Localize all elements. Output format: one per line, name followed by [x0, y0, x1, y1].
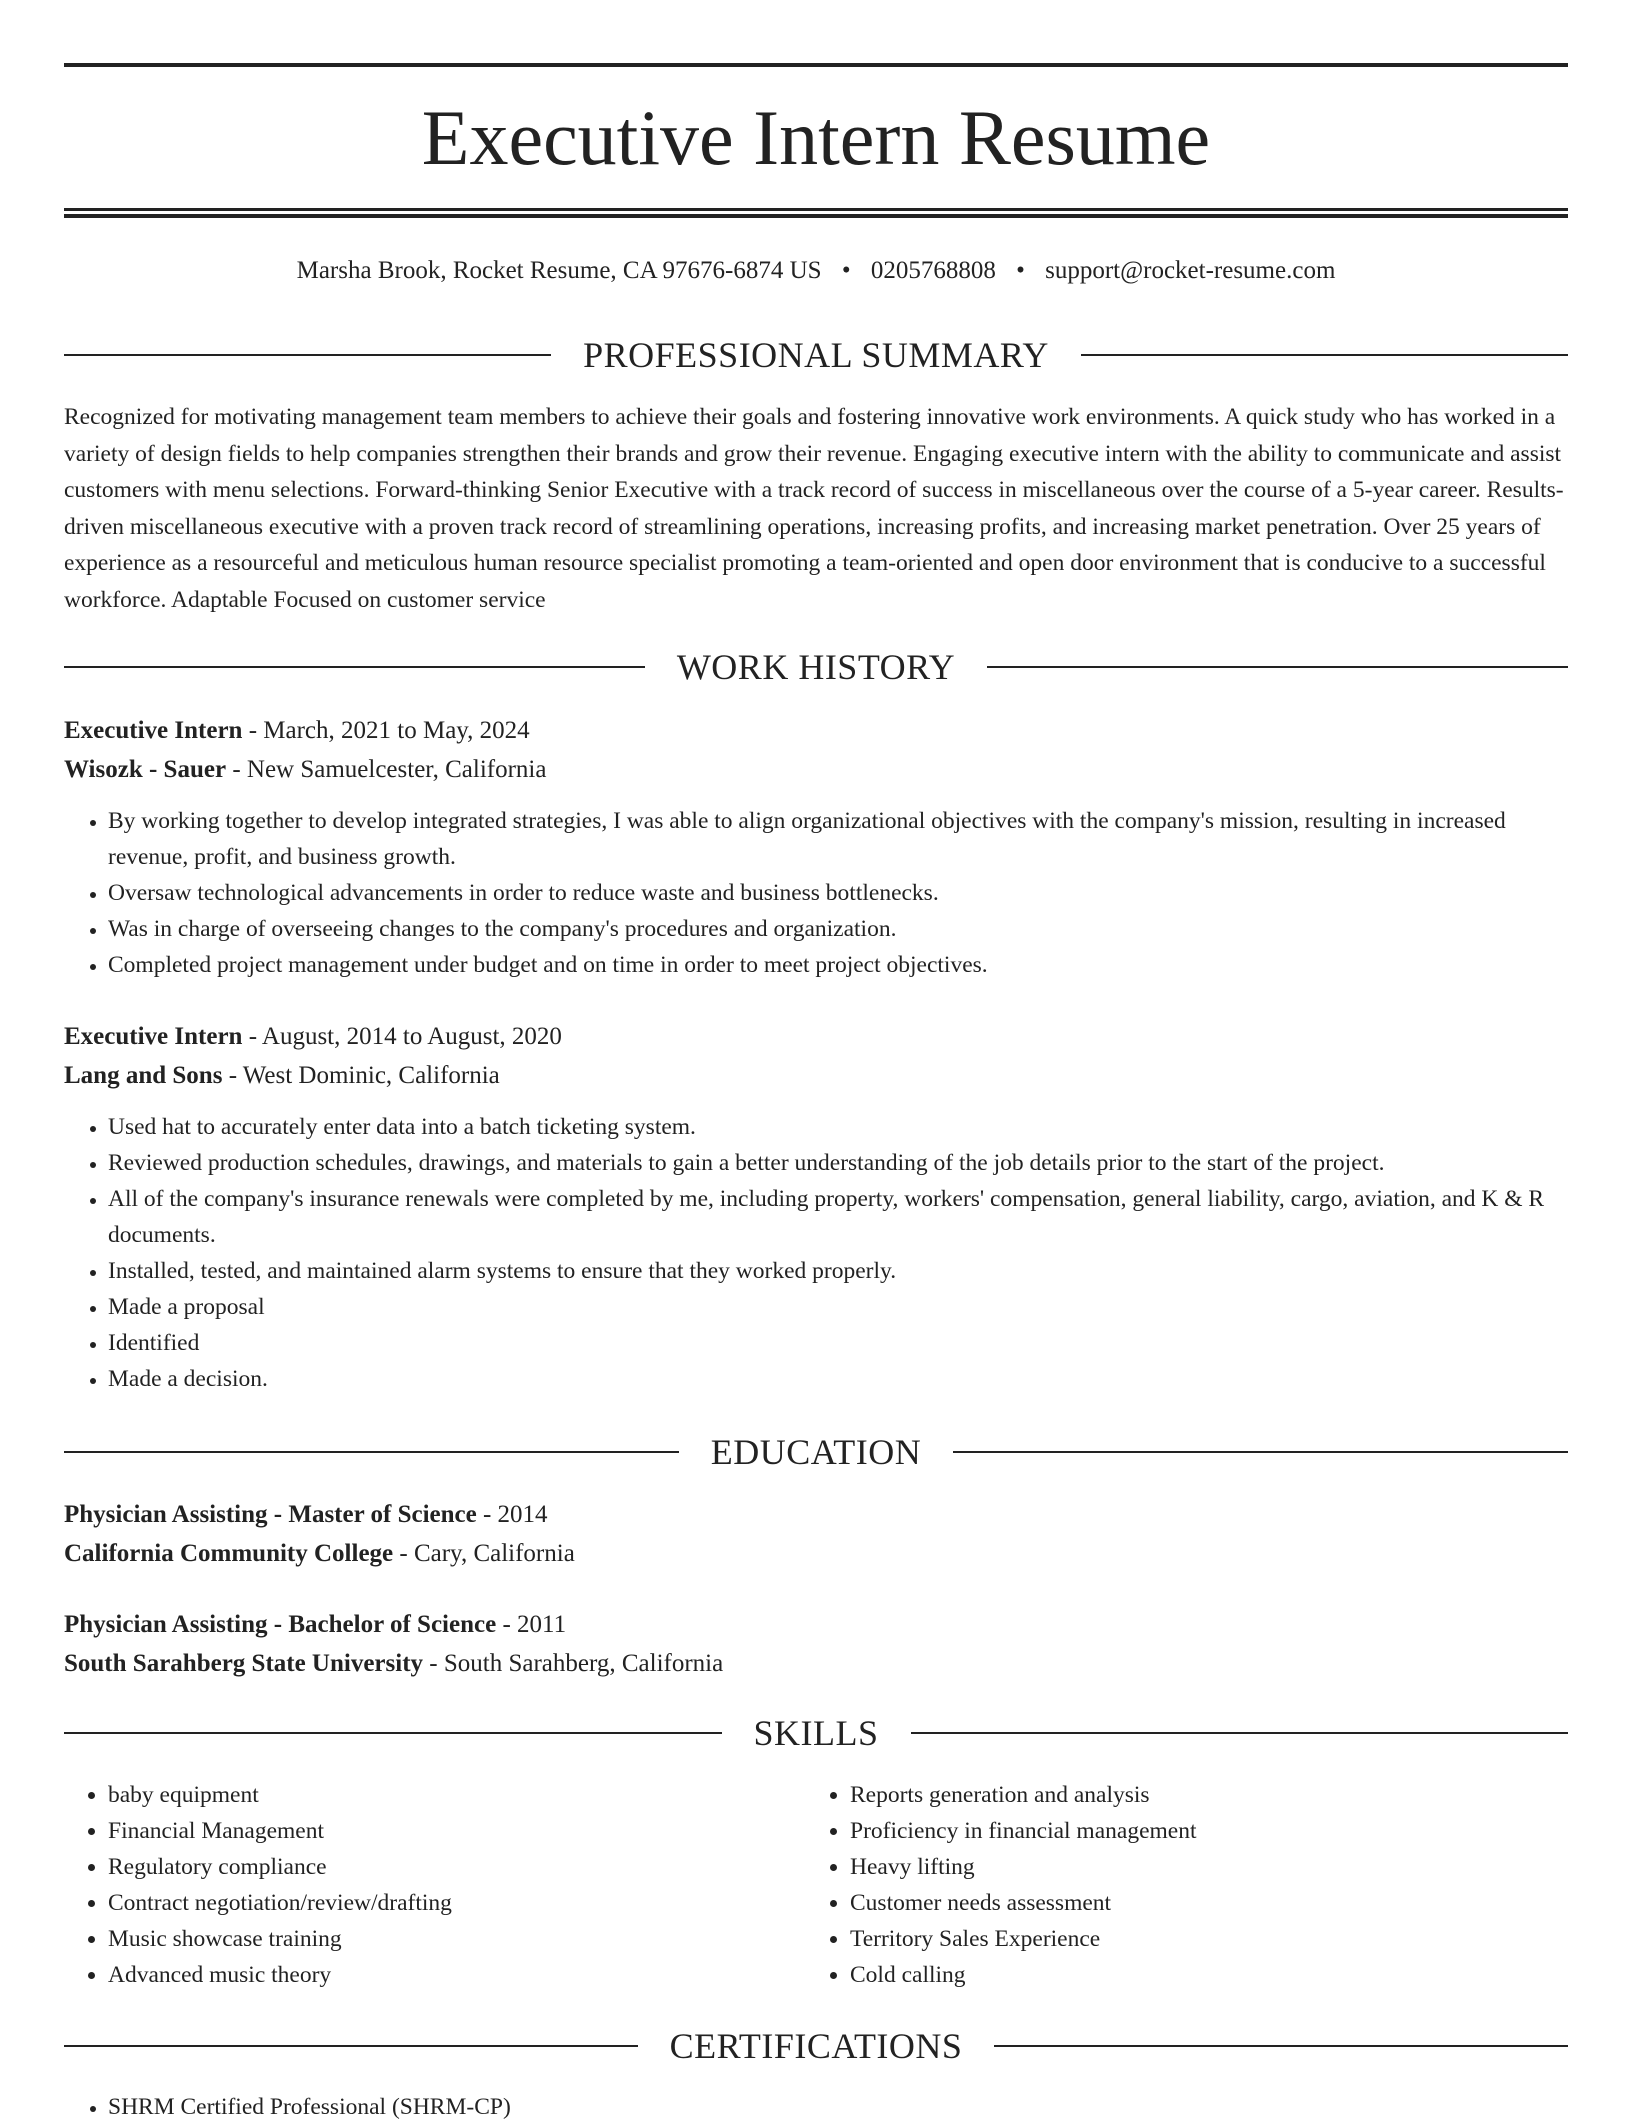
job-bullets	[64, 803, 1568, 983]
divider	[1081, 354, 1568, 356]
skills-columns	[64, 1777, 1568, 1993]
skill-item: • Contract negotiation/review/drafting	[108, 1885, 806, 1921]
degree-year: - 2011	[496, 1611, 567, 1638]
job-location: - West Dominic, California	[222, 1062, 500, 1089]
divider	[994, 2045, 1568, 2047]
job-title: Executive Intern	[64, 1023, 243, 1050]
degree: Physician Assisting - Bachelor of Science	[64, 1611, 497, 1638]
list-item: • Identified	[108, 1325, 1568, 1361]
section-header-work	[64, 644, 1568, 690]
school: California Community College	[64, 1540, 394, 1567]
list-item: • Completed project management under budget and on time in order to meet project objectives.	[108, 947, 1568, 983]
skill-item: • baby equipment	[108, 1777, 806, 1813]
contact-separator: •	[1016, 257, 1025, 284]
skill-item: • Customer needs assessment	[850, 1885, 1548, 1921]
divider	[64, 1732, 722, 1734]
divider	[911, 1732, 1569, 1734]
education-entry	[64, 1605, 1568, 1683]
list-item: • Used hat to accurately enter data into a batch ticketing system.	[108, 1109, 1568, 1145]
job-title-line	[64, 1017, 1568, 1056]
degree-line	[64, 1605, 1568, 1644]
section-title: WORK HISTORY	[676, 647, 956, 687]
skills-list-right	[806, 1777, 1548, 1993]
section-header-certifications	[64, 2023, 1568, 2069]
school-location: - Cary, California	[393, 1540, 575, 1567]
section-title: CERTIFICATIONS	[669, 2026, 963, 2066]
degree-line	[64, 1495, 1568, 1534]
summary-text: Recognized for motivating management team members to achieve their goals and fostering innovative work environments. A quick study who has worked in a variety of design fields to help companies strengthen their brands and grow their revenue. Engaging executive intern with the ability to communicate and assist customers with menu selections. Forward-thinking Senior Executive with a track record of success in miscellaneous over the course of a 5-year career. Results-driven miscellaneous executive with a proven track record of streamlining operations, increasing profits, and increasing market penetration. Over 25 years of experience as a resourceful and meticulous human resource specialist promoting a team-oriented and open door environment that is conducive to a successful workforce. Adaptable Focused on customer service	[64, 404, 1564, 613]
list-item: • Made a proposal	[108, 1289, 1568, 1325]
job-company-line	[64, 750, 1568, 789]
list-item: • Installed, tested, and maintained alarm systems to ensure that they worked properly.	[108, 1253, 1568, 1289]
contact-address: Marsha Brook, Rocket Resume, CA 97676-6874 US	[296, 257, 822, 284]
section-title: PROFESSIONAL SUMMARY	[583, 335, 1049, 375]
degree: Physician Assisting - Master of Science	[64, 1501, 477, 1528]
list-item: • By working together to develop integrated strategies, I was able to align organizational objectives with the company's mission, resulting in increased revenue, profit, and business growth.	[108, 803, 1568, 875]
job-dates: - August, 2014 to August, 2020	[242, 1023, 562, 1050]
section-header-skills	[64, 1710, 1568, 1756]
list-item: • All of the company's insurance renewals were completed by me, including property, workers' compensation, general liability, cargo, aviation, and K & R documents.	[108, 1181, 1568, 1253]
job-company: Wisozk - Sauer	[64, 756, 227, 783]
job-entry	[64, 1017, 1568, 1397]
list-item: • Oversaw technological advancements in order to reduce waste and business bottlenecks.	[108, 875, 1568, 911]
skill-item: • Territory Sales Experience	[850, 1921, 1548, 1957]
job-title-line	[64, 711, 1568, 750]
skill-item: • Proficiency in financial management	[850, 1813, 1548, 1849]
skill-item: • Reports generation and analysis	[850, 1777, 1548, 1813]
section-header-summary	[64, 332, 1568, 378]
skill-item: • Heavy lifting	[850, 1849, 1548, 1885]
skill-item: • Regulatory compliance	[108, 1849, 806, 1885]
section-title: EDUCATION	[710, 1432, 922, 1472]
school-line	[64, 1644, 1568, 1683]
job-company: Lang and Sons	[64, 1062, 223, 1089]
list-item: • Reviewed production schedules, drawings, and materials to gain a better understanding of the job details prior to the start of the project.	[108, 1145, 1568, 1181]
job-bullets	[64, 1109, 1568, 1397]
skills-list-left	[64, 1777, 806, 1993]
skill-item: • Advanced music theory	[108, 1957, 806, 1993]
school-line	[64, 1534, 1568, 1573]
divider	[64, 1451, 679, 1453]
resume-title: Executive Intern Resume	[421, 94, 1211, 181]
skill-item: • Cold calling	[850, 1957, 1548, 1993]
divider	[987, 666, 1568, 668]
contact-separator: •	[841, 257, 851, 284]
job-dates: - March, 2021 to May, 2024	[242, 717, 530, 744]
list-item: • Made a decision.	[108, 1361, 1568, 1397]
degree-year: - 2014	[476, 1501, 548, 1528]
certifications-list	[64, 2089, 1568, 2125]
divider	[64, 2045, 638, 2047]
section-header-education	[64, 1429, 1568, 1475]
divider	[64, 354, 551, 356]
top-rule	[64, 63, 1568, 67]
education-entry	[64, 1495, 1568, 1573]
contact-line	[64, 253, 1568, 289]
contact-email[interactable]: support@rocket-resume.com	[1045, 257, 1336, 284]
school: South Sarahberg State University	[64, 1650, 424, 1677]
certification-item: • SHRM Certified Professional (SHRM-CP)	[108, 2089, 1568, 2125]
skill-item: • Financial Management	[108, 1813, 806, 1849]
list-item: • Was in charge of overseeing changes to the company's procedures and organization.	[108, 911, 1568, 947]
certifications-block	[64, 2089, 1568, 2125]
skill-item: • Music showcase training	[108, 1921, 806, 1957]
job-company-line	[64, 1056, 1568, 1095]
section-title: SKILLS	[753, 1713, 879, 1753]
school-location: - South Sarahberg, California	[423, 1650, 724, 1677]
job-title: Executive Intern	[64, 717, 243, 744]
divider	[64, 666, 645, 668]
title-double-rule	[64, 208, 1568, 218]
contact-phone: 0205768808	[870, 257, 996, 284]
divider	[953, 1451, 1568, 1453]
job-location: - New Samuelcester, California	[226, 756, 547, 783]
job-entry	[64, 711, 1568, 983]
